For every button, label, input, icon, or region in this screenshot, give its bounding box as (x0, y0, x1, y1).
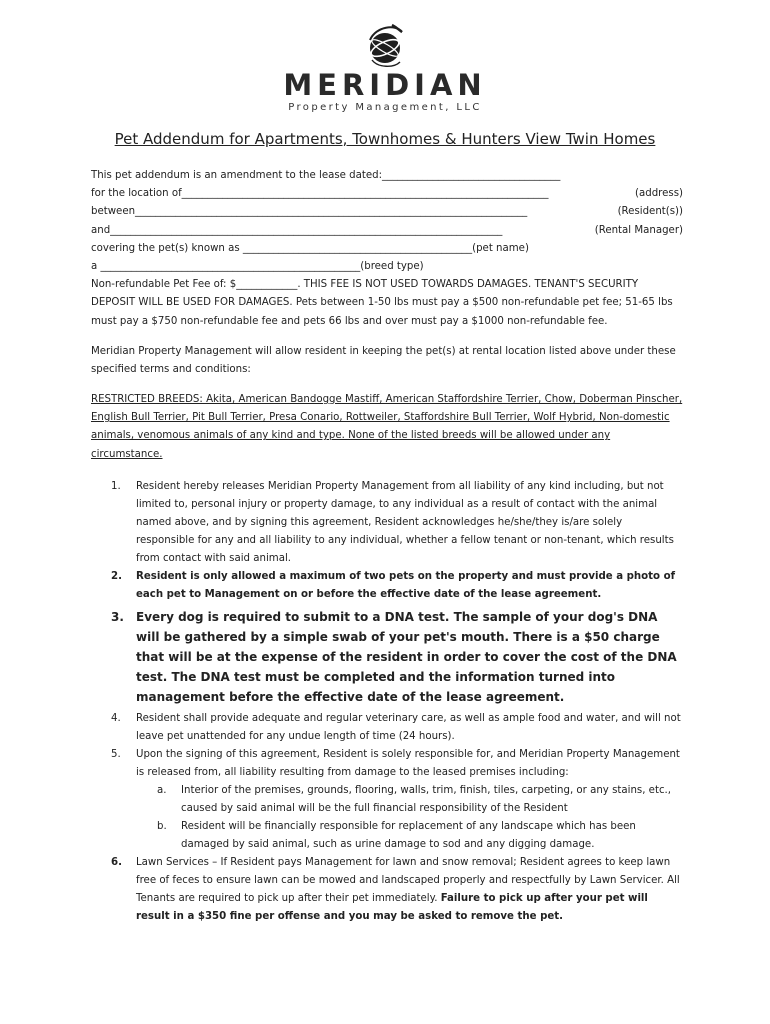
term-subitem-b (136, 818, 683, 854)
allow-paragraph: Meridian Property Management will allow resident in keeping the pet(s) at rental location listed above under these specified terms and conditions: (91, 346, 676, 376)
resident-line (91, 203, 683, 221)
term-text: Resident shall provide adequate and regular veterinary care, as well as ample food and water, and will not leave pet unattended for any undue length of time (24 hours). (136, 713, 681, 742)
term-number: b. (157, 821, 167, 832)
term-text: Resident hereby releases Meridian Property Management from all liability of any kind including, but not limited to, personal injury or property damage, to any individual as a result of contact with the animal named above, and by signing this agreement, Resident acknowledges he/she/they is/are solely responsible for any and all liability to any individual, whether a fellow tenant or non-tenant, which results from contact with said animal. (136, 481, 674, 564)
term-bold-warning: Failure to pick up after your pet will result in a $350 fine per offense and you may be asked to remove the pet. (136, 893, 648, 922)
term-item-2 (91, 568, 683, 604)
term-number: 1. (111, 481, 121, 492)
company-name: MERIDIAN (283, 68, 487, 102)
lease-date-line: This pet addendum is an amendment to the lease dated:___________________________________ (91, 170, 561, 181)
terms-list (91, 478, 683, 926)
rental-manager-line (91, 222, 683, 240)
restricted-breeds: RESTRICTED BREEDS: Akita, American Bandogge Mastiff, American Staffordshire Terrier, Chow, Doberman Pinscher, English Bull Terrier, Pit Bull Terrier, Presa Conario, Rottweiler, Staffordshire Bull Terrier, Wolf Hybrid, Non-domestic animals, venomous animals of any kind and type. None of the listed breeds will be allowed under any circumstance. (91, 394, 683, 460)
pet-fee-line-2: DEPOSIT WILL BE USED FOR DAMAGES. Pets between 1-50 lbs must pay a $500 non-refundable pet fee; 51-65 lbs (91, 297, 673, 309)
term-text: Upon the signing of this agreement, Resident is solely responsible for, and Meridian Property Management is released from, all liability resulting from damage to the leased premises including: (136, 749, 680, 778)
breed-type-line: a ___________________________________________________(breed type) (91, 261, 424, 273)
term-number: 2. (111, 571, 122, 582)
page-title: Pet Addendum for Apartments, Townhomes & Hunters View Twin Homes (114, 130, 656, 148)
term-item-5 (91, 746, 683, 782)
pet-fee-line-1: Non-refundable Pet Fee of: $____________. THIS FEE IS NOT USED TOWARDS DAMAGES. TENANT'S SECURITY (91, 279, 639, 291)
resident-label: (Resident(s)) (617, 206, 683, 218)
term-item-4 (91, 710, 683, 746)
form-fields (91, 167, 683, 331)
address-label: (address) (635, 188, 683, 200)
term-subitem-a (136, 782, 683, 818)
globe-swirl-icon (362, 22, 408, 70)
term-text: Interior of the premises, grounds, flooring, walls, trim, finish, tiles, carpeting, or any stains, etc., caused by said animal will be the full financial responsibility of the Resident (181, 785, 672, 814)
address-blank: for the location of________________________________________________________________________ (91, 188, 549, 200)
rental-manager-label: (Rental Manager) (594, 224, 683, 236)
address-line (91, 185, 683, 203)
term-text: Resident is only allowed a maximum of two pets on the property and must provide a photo of each pet to Management on or before the effective date of the lease agreement. (136, 571, 676, 600)
term-number: 6. (111, 857, 122, 868)
term-item-1 (91, 478, 683, 568)
pet-name-line: covering the pet(s) known as _____________________________________________(pet name) (91, 242, 529, 254)
term-text: Resident will be financially responsible for replacement of any landscape which has been damaged by said animal, such as urine damage to sod and any digging damage. (181, 821, 636, 850)
resident-blank: between_____________________________________________________________________________ (91, 206, 528, 218)
term-number: 3. (111, 610, 124, 624)
term-number: 5. (111, 749, 121, 760)
rental-manager-blank: and_____________________________________________________________________________ (91, 224, 503, 236)
company-subtitle: Property Management, LLC (288, 102, 482, 113)
term-number: 4. (111, 713, 121, 724)
pet-fee-line-3: must pay a $750 non-refundable fee and pets 66 lbs and over must pay a $1000 non-refundable fee. (91, 315, 608, 327)
term-number: a. (157, 785, 167, 796)
term-text: Lawn Services – If Resident pays Management for lawn and snow removal; Resident agrees to keep lawn free of feces to ensure lawn can be mowed and landscaped properly and respectfully by Lawn Servicer. All Tenants are required to pick up after their pet immediately. (136, 857, 680, 904)
term-item-6 (91, 854, 683, 926)
company-logo (0, 22, 770, 112)
term-item-3 (91, 607, 683, 707)
term-text: Every dog is required to submit to a DNA test. The sample of your dog's DNA will be gathered by a simple swab of your pet's mouth. There is a $50 charge that will be at the expense of the resident in order to cover the cost of the DNA test. The DNA test must be completed and the information turned into management before the effective date of the lease agreement. (136, 610, 677, 704)
